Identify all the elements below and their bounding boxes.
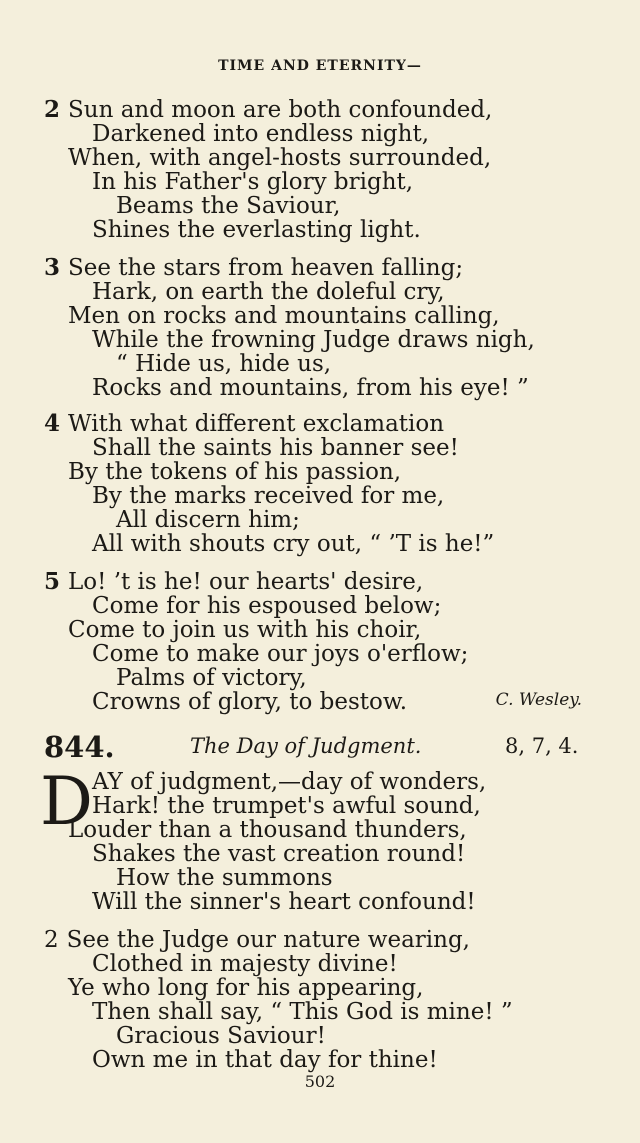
page-number: 502 (304, 1072, 336, 1091)
stanza-line: Gracious Saviour! (116, 1023, 326, 1049)
stanza-line: Beams the Saviour, (116, 193, 341, 219)
stanza-line: Shakes the vast creation round! (92, 841, 466, 867)
stanza-line: Come for his espoused below; (92, 593, 442, 619)
stanza-line: Shall the saints his banner see! (92, 435, 459, 461)
stanza-line: “ Hide us, hide us, (116, 351, 332, 377)
stanza-number: 2 (44, 927, 59, 953)
attribution: C. Wesley. (495, 690, 582, 710)
stanza-number: 2 (44, 96, 61, 123)
stanza-line: Hark! the trumpet's awful sound, (92, 793, 481, 819)
stanza-line: While the frowning Judge draws nigh, (92, 327, 535, 353)
stanza-line: Then shall say, “ This God is mine! ” (92, 999, 513, 1025)
stanza-number: 4 (44, 410, 61, 437)
stanza-line: 3 See the stars from heaven falling; (44, 254, 464, 281)
stanza-line: Hark, on earth the doleful cry, (92, 279, 445, 305)
stanza-line: Come to join us with his choir, (68, 617, 422, 643)
hymn-number: 844. (44, 730, 115, 764)
stanza-line: When, with angel-hosts surrounded, (68, 145, 492, 171)
stanza-line: By the tokens of his passion, (68, 459, 402, 485)
stanza-line: How the summons (116, 865, 333, 891)
stanza-line: In his Father's glory bright, (92, 169, 414, 195)
stanza-line: Ye who long for his appearing, (68, 975, 424, 1001)
stanza-line: Clothed in majesty divine! (92, 951, 398, 977)
stanza-line: Crowns of glory, to bestow. (92, 689, 408, 715)
hymn-title: The Day of Judgment. (190, 734, 422, 758)
drop-cap: D (40, 763, 93, 840)
hymn-meter: 8, 7, 4. (505, 734, 579, 758)
stanza-line: 5 Lo! ’t is he! our hearts' desire, (44, 568, 424, 595)
stanza-number: 3 (44, 254, 61, 281)
stanza-line: Will the sinner's heart confound! (92, 889, 476, 915)
stanza-line: 2 See the Judge our nature wearing, (44, 927, 470, 953)
running-head: TIME AND ETERNITY— (218, 58, 422, 74)
stanza-line: Own me in that day for thine! (92, 1047, 438, 1073)
stanza-line: Come to make our joys o'erflow; (92, 641, 469, 667)
stanza-line: Men on rocks and mountains calling, (68, 303, 500, 329)
stanza-line: Shines the everlasting light. (92, 217, 421, 243)
stanza-line: Darkened into endless night, (92, 121, 430, 147)
stanza-line: Rocks and mountains, from his eye! ” (92, 375, 529, 401)
stanza-line: Palms of victory, (116, 665, 307, 691)
stanza-line: 2 Sun and moon are both confounded, (44, 96, 493, 123)
hymn-header (0, 730, 640, 762)
stanza-line: 4 With what different exclamation (44, 410, 445, 437)
stanza-line: By the marks received for me, (92, 483, 445, 509)
stanza-number: 5 (44, 568, 61, 595)
stanza-line: All with shouts cry out, “ ’T is he!” (92, 531, 495, 557)
stanza-line: Louder than a thousand thunders, (68, 817, 467, 843)
stanza-line: AY of judgment,—day of wonders, (92, 769, 487, 795)
stanza-line: All discern him; (116, 507, 300, 533)
